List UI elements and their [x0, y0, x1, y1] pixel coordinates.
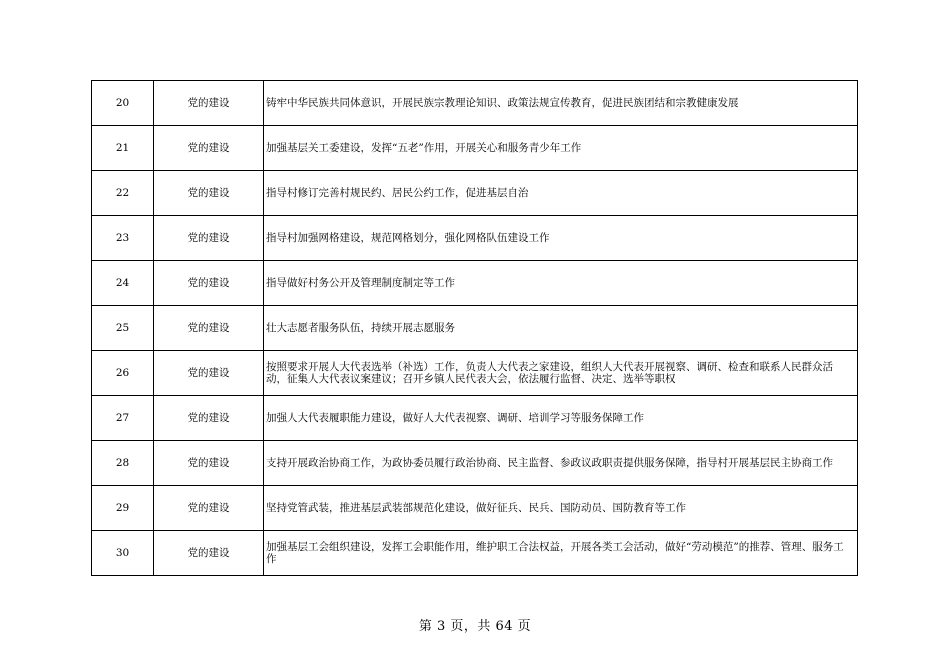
- row-category: 党的建设: [154, 306, 264, 351]
- table-row: [92, 261, 858, 306]
- row-category: 党的建设: [154, 441, 264, 486]
- table-row: [92, 531, 858, 576]
- row-content: 支持开展政治协商工作，为政协委员履行政治协商、民主监督、参政议政职责提供服务保障，指导村开展基层民主协商工作: [264, 441, 858, 486]
- table-row: [92, 171, 858, 216]
- row-category: 党的建设: [154, 216, 264, 261]
- row-number: 30: [92, 531, 154, 576]
- row-content: 指导村加强网格建设，规范网格划分，强化网格队伍建设工作: [264, 216, 858, 261]
- row-category: 党的建设: [154, 531, 264, 576]
- table-row: [92, 441, 858, 486]
- duty-table: [91, 80, 858, 576]
- duty-table-body: [92, 81, 858, 576]
- page-footer: [0, 615, 950, 634]
- row-category: 党的建设: [154, 486, 264, 531]
- row-content: 指导做好村务公开及管理制度制定等工作: [264, 261, 858, 306]
- table-row: [92, 306, 858, 351]
- row-content: 铸牢中华民族共同体意识，开展民族宗教理论知识、政策法规宣传教育，促进民族团结和宗教健康发展: [264, 81, 858, 126]
- row-category: 党的建设: [154, 126, 264, 171]
- row-content: 加强基层关工委建设，发挥“五老”作用，开展关心和服务青少年工作: [264, 126, 858, 171]
- table-row: [92, 486, 858, 531]
- row-content: 按照要求开展人大代表选举（补选）工作，负责人大代表之家建设，组织人大代表开展视察、调研、检查和联系人民群众活动，征集人大代表议案建议；召开乡镇人民代表大会，依法履行监督、决定、选举等职权: [264, 351, 858, 396]
- row-number: 22: [92, 171, 154, 216]
- row-number: 26: [92, 351, 154, 396]
- row-category: 党的建设: [154, 261, 264, 306]
- row-number: 29: [92, 486, 154, 531]
- row-content: 壮大志愿者服务队伍，持续开展志愿服务: [264, 306, 858, 351]
- row-number: 28: [92, 441, 154, 486]
- row-content: 加强基层工会组织建设，发挥工会职能作用，维护职工合法权益，开展各类工会活动，做好“劳动模范”的推荐、管理、服务工作: [264, 531, 858, 576]
- table-row: [92, 81, 858, 126]
- row-content: 坚持党管武装，推进基层武装部规范化建设，做好征兵、民兵、国防动员、国防教育等工作: [264, 486, 858, 531]
- row-category: 党的建设: [154, 351, 264, 396]
- row-content: 指导村修订完善村规民约、居民公约工作，促进基层自治: [264, 171, 858, 216]
- row-number: 20: [92, 81, 154, 126]
- row-number: 27: [92, 396, 154, 441]
- table-row: [92, 216, 858, 261]
- row-number: 24: [92, 261, 154, 306]
- table-row: [92, 396, 858, 441]
- page-number-label: 第 3 页，共 64 页: [418, 619, 532, 634]
- row-number: 23: [92, 216, 154, 261]
- table-row: [92, 126, 858, 171]
- table-row: [92, 351, 858, 396]
- row-category: 党的建设: [154, 81, 264, 126]
- row-number: 21: [92, 126, 154, 171]
- row-content: 加强人大代表履职能力建设，做好人大代表视察、调研、培训学习等服务保障工作: [264, 396, 858, 441]
- row-category: 党的建设: [154, 171, 264, 216]
- row-number: 25: [92, 306, 154, 351]
- row-category: 党的建设: [154, 396, 264, 441]
